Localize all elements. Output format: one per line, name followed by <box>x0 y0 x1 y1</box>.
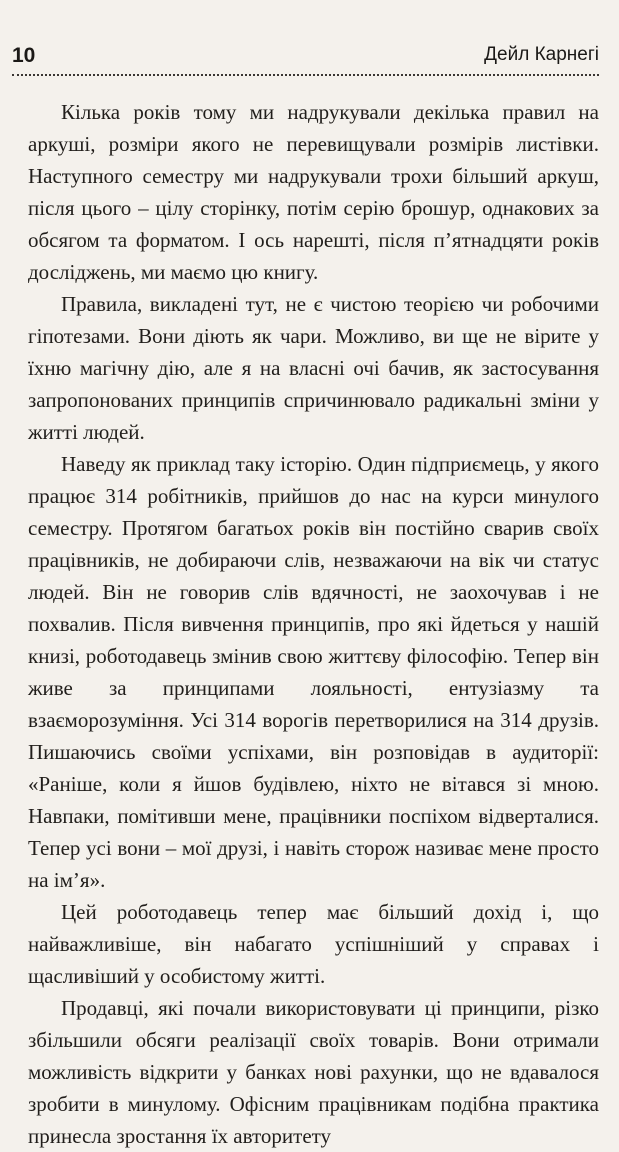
body-text <box>28 96 599 1152</box>
paragraph: Цей роботодавець тепер має більший дохід і, що найважливіше, він набагато успішніший у справах і щасливіший у особистому житті. <box>28 900 599 988</box>
paragraph: Наведу як приклад таку історію. Один підприємець, у якого працює 314 робітників, прийшов до нас на курси минулого семестру. Протягом багатьох років він постійно сварив своїх працівників, не добираючи слів, незважаючи на вік чи статус людей. Він не говорив слів вдячності, не заохочував і не похвалив. Після вивчення принципів, про які йдеться у нашій книзі, роботодавець змінив свою життєву філософію. Тепер він живе за принципами лояльності, ентузіазму та взаєморозуміння. Усі 314 ворогів перетворилися на 314 друзів. Пишаючись своїми успіхами, він розповідав в аудиторії: «Раніше, коли я йшов будівлею, ніхто не вітався зі мною. Навпаки, помітивши мене, працівники поспіхом відверталися. Тепер усі вони – мої друзі, і навіть сторож називає мене просто на ім’я». <box>28 452 599 892</box>
paragraph: Правила, викладені тут, не є чистою теорією чи робочими гіпотезами. Вони діють як чари. Можливо, ви ще не вірите у їхню магічну дію, але я на власні очі бачив, як застосування запропонованих принципів спричинювало радикальні зміни у житті людей. <box>28 292 599 444</box>
running-head-author: Дейл Карнегі <box>484 44 599 65</box>
paragraph: Продавці, які почали використовувати ці принципи, різко збільшили обсяги реалізації своїх товарів. Вони отримали можливість відкрити у банках нові рахунки, що не вдавалося зробити в минулому. Офісним працівникам подібна практика принесла зростання їх авторитету <box>28 996 599 1148</box>
paragraph: Кілька років тому ми надрукували декілька правил на аркуші, розміри якого не перевищували розмірів листівки. Наступного семестру ми надрукували трохи більший аркуш, після цього – цілу сторінку, потім серію брошур, однакових за обсягом та форматом. І ось нарешті, після п’ятнадцяти років досліджень, ми маємо цю книгу. <box>28 100 599 284</box>
page-number: 10 <box>12 44 36 67</box>
page-header <box>12 38 599 76</box>
